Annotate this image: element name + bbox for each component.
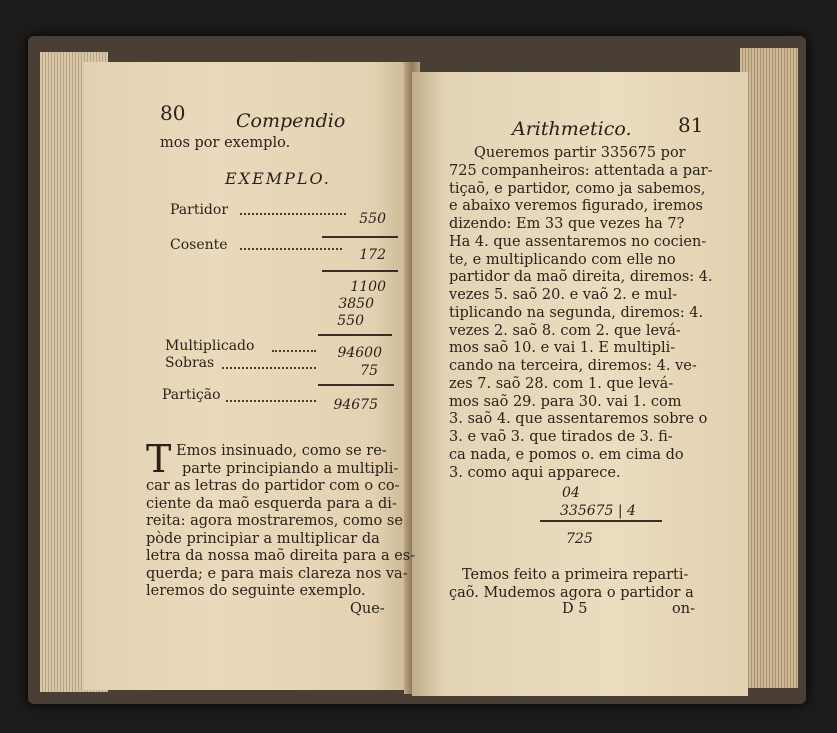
text-line: partidor da maõ direita, diremos: 4.: [449, 269, 713, 285]
product-line: 1100: [350, 279, 386, 295]
running-head-right: Arithmetico.: [512, 118, 632, 140]
rule: [322, 236, 398, 238]
rule: [322, 270, 398, 272]
text-line: vezes 5. saõ 20. e vaõ 2. e mul-: [449, 287, 678, 303]
text-line: pòde principiar a multiplicar da: [146, 531, 380, 547]
text-line: reita: agora mostraremos, como se: [146, 513, 403, 529]
text-line: 3. saõ 4. que assentaremos sobre o: [449, 411, 708, 427]
drop-cap: T: [146, 437, 172, 481]
page-number-right: 81: [678, 113, 704, 137]
running-head-left: Compendio: [236, 110, 346, 132]
multiplicado-label: Multiplicado: [165, 338, 255, 354]
text-line: parte principiando a multipli-: [182, 461, 399, 477]
text-line: Emos insinuado, como se re-: [176, 443, 387, 459]
text-line: tiplicando na segunda, diremos: 4.: [449, 305, 704, 321]
text-line: tiçaõ, e partidor, como ja sabemos,: [449, 181, 706, 197]
rule: [318, 334, 392, 336]
text-line: zes 7. saõ 28. com 1. que levá-: [449, 376, 674, 392]
text-line: leremos do seguinte exemplo.: [146, 583, 366, 599]
example-heading: EXEMPLO.: [225, 169, 331, 188]
text-line: Temos feito a primeira reparti-: [462, 567, 689, 583]
multiplicado-value: 94600: [337, 345, 382, 361]
calc-divisor: 725: [566, 531, 593, 547]
page-number-left: 80: [160, 101, 186, 125]
text-line: 725 companheiros: attentada a par-: [449, 163, 713, 179]
text-line: dizendo: Em 33 que vezes ha 7?: [449, 216, 685, 232]
particao-label: Partição: [162, 387, 221, 403]
dot-leader: [222, 367, 316, 369]
text-line: cando na terceira, diremos: 4. ve-: [449, 358, 697, 374]
rule: [540, 520, 662, 522]
calc-dividend: 335675 | 4: [560, 503, 636, 519]
partidor-value: 550: [359, 211, 386, 227]
text-line: mos saõ 10. e vai 1. E multipli-: [449, 340, 676, 356]
text-line: Queremos partir 335675 por: [474, 145, 686, 161]
text-line: querda; e para mais clareza nos va-: [146, 566, 408, 582]
sobras-value: 75: [360, 363, 378, 379]
text-line: ciente da maõ esquerda para a di-: [146, 496, 397, 512]
signature-mark: D 5: [562, 601, 588, 617]
text-line: mos saõ 29. para 30. vai 1. com: [449, 394, 682, 410]
catchword-right: on-: [672, 601, 695, 617]
text-line: te, e multiplicando com elle no: [449, 252, 676, 268]
product-line: 550: [337, 313, 364, 329]
product-line: 3850: [338, 296, 374, 312]
text-line: vezes 2. saõ 8. com 2. que levá-: [449, 323, 681, 339]
text-line: çaõ. Mudemos agora o partidor a: [449, 585, 694, 601]
sobras-label: Sobras: [165, 355, 215, 371]
text-line: Ha 4. que assentaremos no cocien-: [449, 234, 707, 250]
text-line: letra da nossa maõ direita para a es-: [146, 548, 416, 564]
text-line: ca nada, e pomos o. em cima do: [449, 447, 684, 463]
cosente-value: 172: [359, 247, 386, 263]
text-line: e abaixo veremos figurado, iremos: [449, 198, 703, 214]
dot-leader: [240, 213, 346, 215]
text-line: car as letras do partidor com o co-: [146, 478, 400, 494]
catchword-left: Que-: [350, 601, 385, 617]
text-line: 3. como aqui apparece.: [449, 465, 621, 481]
dot-leader: [240, 248, 342, 250]
dot-leader: [272, 350, 316, 352]
dot-leader: [226, 400, 316, 402]
text-line: 3. e vaõ 3. que tirados de 3. fi-: [449, 429, 673, 445]
partidor-label: Partidor: [170, 202, 229, 218]
first-line-left: mos por exemplo.: [160, 135, 291, 151]
rule: [318, 384, 394, 386]
cosente-label: Cosente: [170, 237, 228, 253]
calc-quotient: 04: [562, 485, 580, 501]
page-edges-right: [740, 48, 798, 688]
particao-value: 94675: [333, 397, 378, 413]
